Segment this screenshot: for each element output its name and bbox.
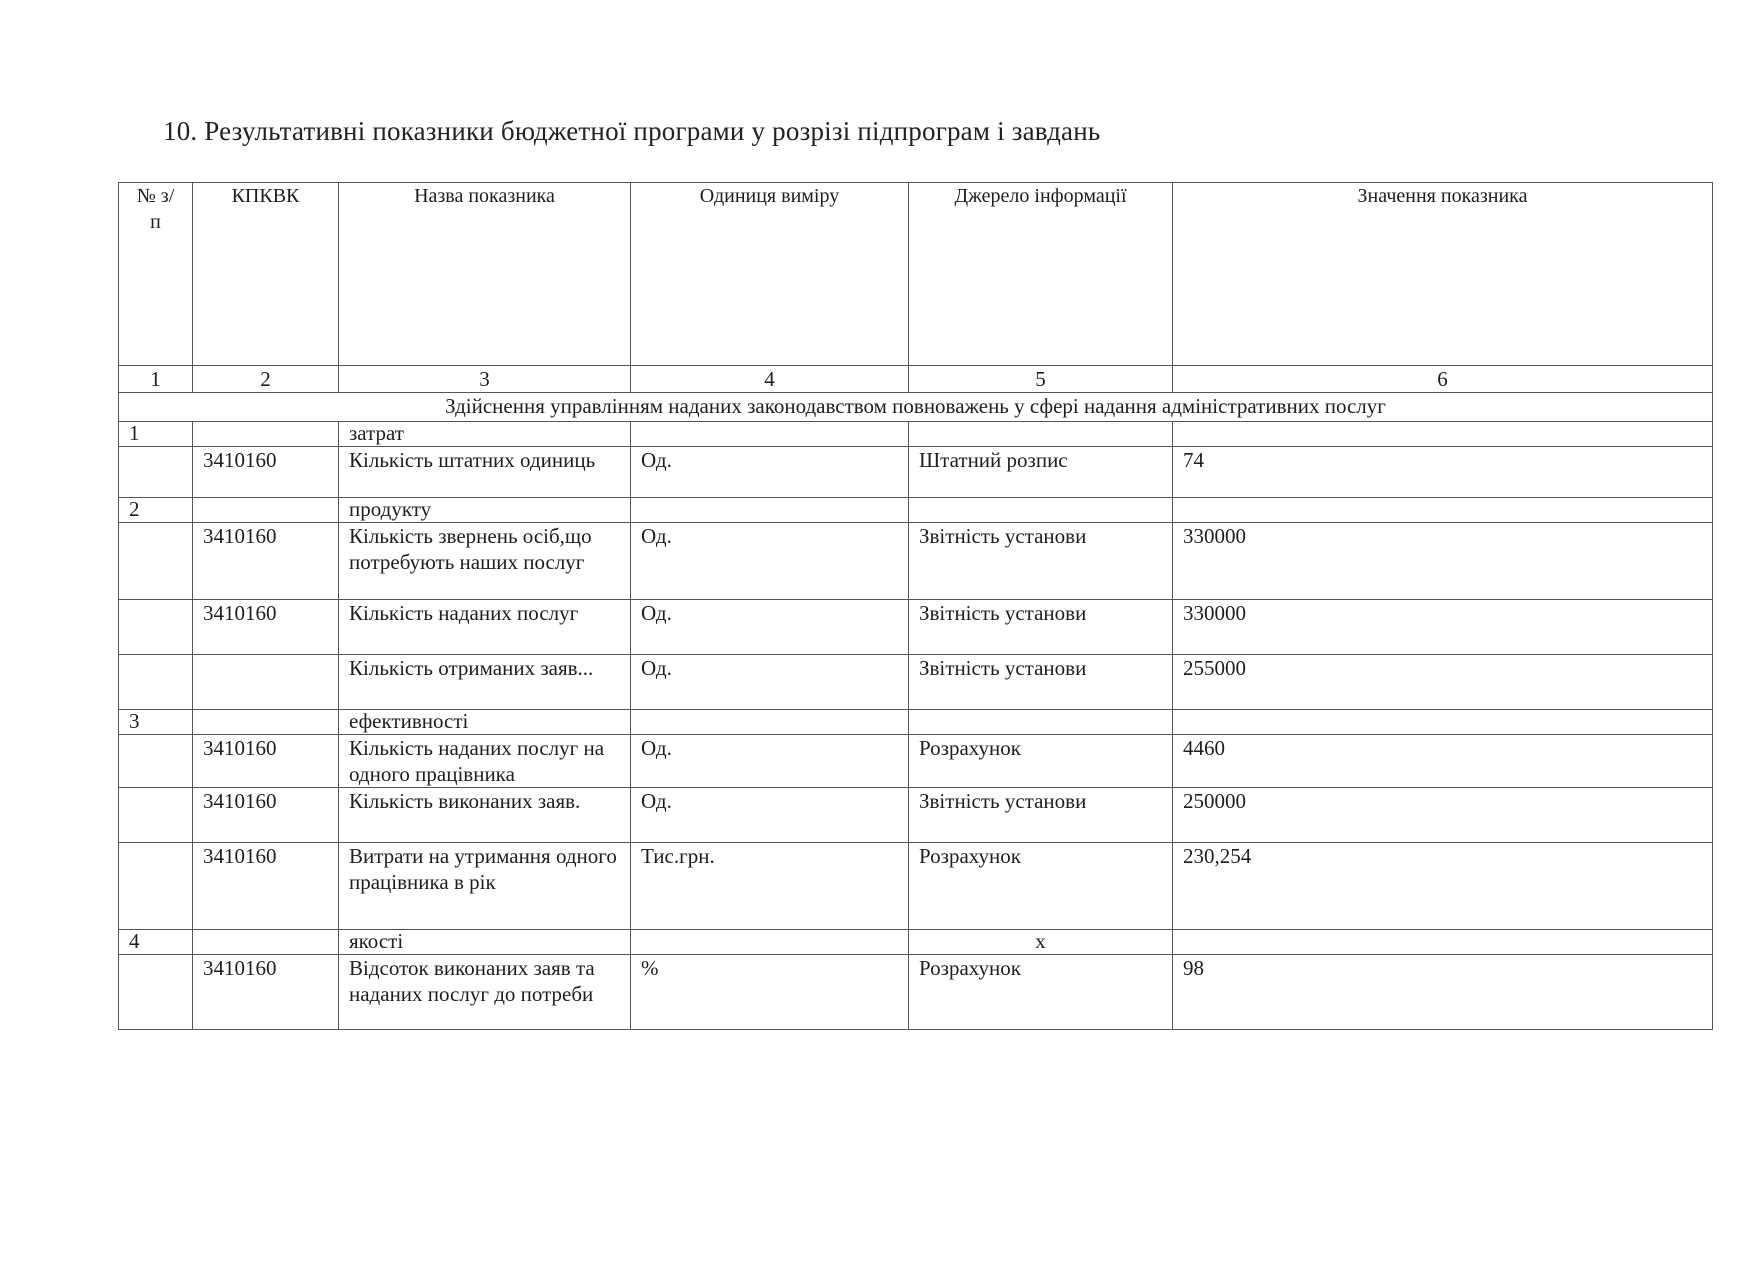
group-row: [119, 498, 1713, 523]
source-cell: х: [909, 930, 1173, 955]
value-cell: 4460: [1173, 735, 1713, 788]
header-source: Джерело інформації: [909, 183, 1173, 366]
header-num: № з/п: [119, 183, 193, 366]
value-cell: 230,254: [1173, 843, 1713, 930]
source-cell: Розрахунок: [909, 955, 1173, 1030]
indicator-name-cell: Витрати на утримання одного працівника в рік: [339, 843, 631, 930]
unit-cell: Од.: [631, 788, 909, 843]
group-number: 2: [119, 498, 193, 523]
section-row: [119, 393, 1713, 422]
source-cell: Розрахунок: [909, 735, 1173, 788]
value-cell: 255000: [1173, 655, 1713, 710]
unit-cell: Од.: [631, 735, 909, 788]
group-row: [119, 710, 1713, 735]
source-cell: Звітність установи: [909, 600, 1173, 655]
indicator-name-cell: Кількість отриманих заяв...: [339, 655, 631, 710]
group-row: [119, 930, 1713, 955]
header-value: Значення показника: [1173, 183, 1713, 366]
kpkvk-cell: 3410160: [193, 447, 339, 498]
header-unit: Одиниця виміру: [631, 183, 909, 366]
indicator-name-cell: Кількість звернень осіб,що потребують наших послуг: [339, 523, 631, 600]
column-number: 1: [119, 366, 193, 393]
source-cell: Штатний розпис: [909, 447, 1173, 498]
group-label: якості: [339, 930, 631, 955]
table-row: [119, 955, 1713, 1030]
kpkvk-cell: 3410160: [193, 600, 339, 655]
column-number: 6: [1173, 366, 1713, 393]
group-label: продукту: [339, 498, 631, 523]
value-cell: 98: [1173, 955, 1713, 1030]
unit-cell: Од.: [631, 655, 909, 710]
column-number: 5: [909, 366, 1173, 393]
value-cell: 330000: [1173, 600, 1713, 655]
header-name: Назва показника: [339, 183, 631, 366]
header-kpkvk: КПКВК: [193, 183, 339, 366]
column-number: 4: [631, 366, 909, 393]
unit-cell: Од.: [631, 523, 909, 600]
indicators-table: [118, 182, 1713, 1030]
indicator-name-cell: Відсоток виконаних заяв та наданих послуг до потреби: [339, 955, 631, 1030]
column-number-row: [119, 366, 1713, 393]
source-cell: Звітність установи: [909, 788, 1173, 843]
group-label: ефективності: [339, 710, 631, 735]
group-label: затрат: [339, 422, 631, 447]
group-number: 3: [119, 710, 193, 735]
table-row: [119, 735, 1713, 788]
table-row: [119, 655, 1713, 710]
unit-cell: Тис.грн.: [631, 843, 909, 930]
unit-cell: Од.: [631, 600, 909, 655]
column-number: 3: [339, 366, 631, 393]
kpkvk-cell: 3410160: [193, 843, 339, 930]
table-header-row: [119, 183, 1713, 366]
table-row: [119, 447, 1713, 498]
value-cell: 330000: [1173, 523, 1713, 600]
indicator-name-cell: Кількість штатних одиниць: [339, 447, 631, 498]
table-row: [119, 600, 1713, 655]
indicator-name-cell: Кількість наданих послуг на одного працівника: [339, 735, 631, 788]
group-number: 1: [119, 422, 193, 447]
source-cell: Розрахунок: [909, 843, 1173, 930]
column-number: 2: [193, 366, 339, 393]
kpkvk-cell: 3410160: [193, 788, 339, 843]
value-cell: 74: [1173, 447, 1713, 498]
source-cell: Звітність установи: [909, 523, 1173, 600]
table-row: [119, 523, 1713, 600]
source-cell: Звітність установи: [909, 655, 1173, 710]
table-row: [119, 788, 1713, 843]
indicator-name-cell: Кількість виконаних заяв.: [339, 788, 631, 843]
unit-cell: Од.: [631, 447, 909, 498]
group-row: [119, 422, 1713, 447]
group-number: 4: [119, 930, 193, 955]
kpkvk-cell: 3410160: [193, 523, 339, 600]
page-title: 10. Результативні показники бюджетної програми у розрізі підпрограм і завдань: [163, 116, 1101, 146]
kpkvk-cell: 3410160: [193, 955, 339, 1030]
kpkvk-cell: [193, 655, 339, 710]
kpkvk-cell: 3410160: [193, 735, 339, 788]
unit-cell: %: [631, 955, 909, 1030]
indicator-name-cell: Кількість наданих послуг: [339, 600, 631, 655]
value-cell: 250000: [1173, 788, 1713, 843]
section-title: Здійснення управлінням наданих законодавством повноважень у сфері надання адміністративних послуг: [119, 393, 1713, 422]
table-row: [119, 843, 1713, 930]
